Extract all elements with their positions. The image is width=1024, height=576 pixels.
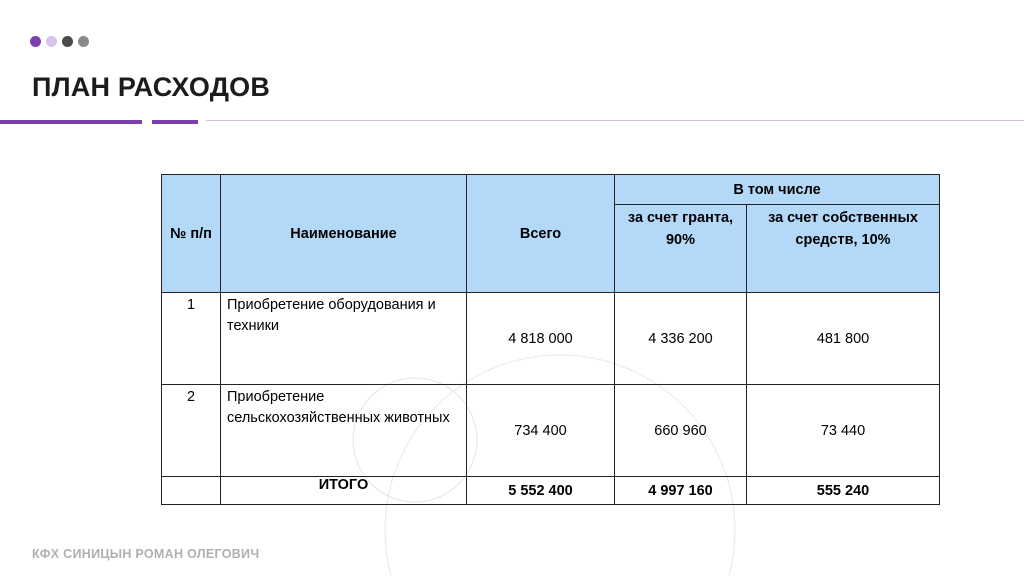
row-own: 481 800 <box>747 293 940 385</box>
row-name: Приобретение сельскохозяйственных животных <box>221 385 467 477</box>
title-underline-primary <box>0 120 142 124</box>
header-grant: за счет гранта, 90% <box>615 205 747 293</box>
table-header-row <box>162 175 940 205</box>
row-grant: 4 336 200 <box>615 293 747 385</box>
totals-total: 5 552 400 <box>467 477 615 505</box>
row-num: 2 <box>162 385 221 477</box>
header-num: № п/п <box>162 175 221 293</box>
row-total: 734 400 <box>467 385 615 477</box>
header-total: Всего <box>467 175 615 293</box>
title-underline-secondary <box>152 120 198 124</box>
table-row <box>162 385 940 477</box>
table-row <box>162 293 940 385</box>
header-including: В том числе <box>615 175 940 205</box>
totals-grant: 4 997 160 <box>615 477 747 505</box>
totals-label: ИТОГО <box>221 477 467 505</box>
slide-title: ПЛАН РАСХОДОВ <box>32 72 271 102</box>
row-total: 4 818 000 <box>467 293 615 385</box>
decorative-dots <box>30 36 89 47</box>
totals-empty-cell <box>162 477 221 505</box>
title-underline-thin <box>206 120 1024 121</box>
footer-company-name: КФХ СИНИЦЫН РОМАН ОЛЕГОВИЧ <box>32 547 260 561</box>
dot-1 <box>30 36 41 47</box>
row-name: Приобретение оборудования и техники <box>221 293 467 385</box>
row-num: 1 <box>162 293 221 385</box>
row-grant: 660 960 <box>615 385 747 477</box>
header-name: Наименование <box>221 175 467 293</box>
header-own: за счет собственных средств, 10% <box>747 205 940 293</box>
totals-row <box>162 477 940 505</box>
row-own: 73 440 <box>747 385 940 477</box>
dot-4 <box>78 36 89 47</box>
totals-own: 555 240 <box>747 477 940 505</box>
expense-plan-table <box>161 174 940 505</box>
dot-2 <box>46 36 57 47</box>
dot-3 <box>62 36 73 47</box>
